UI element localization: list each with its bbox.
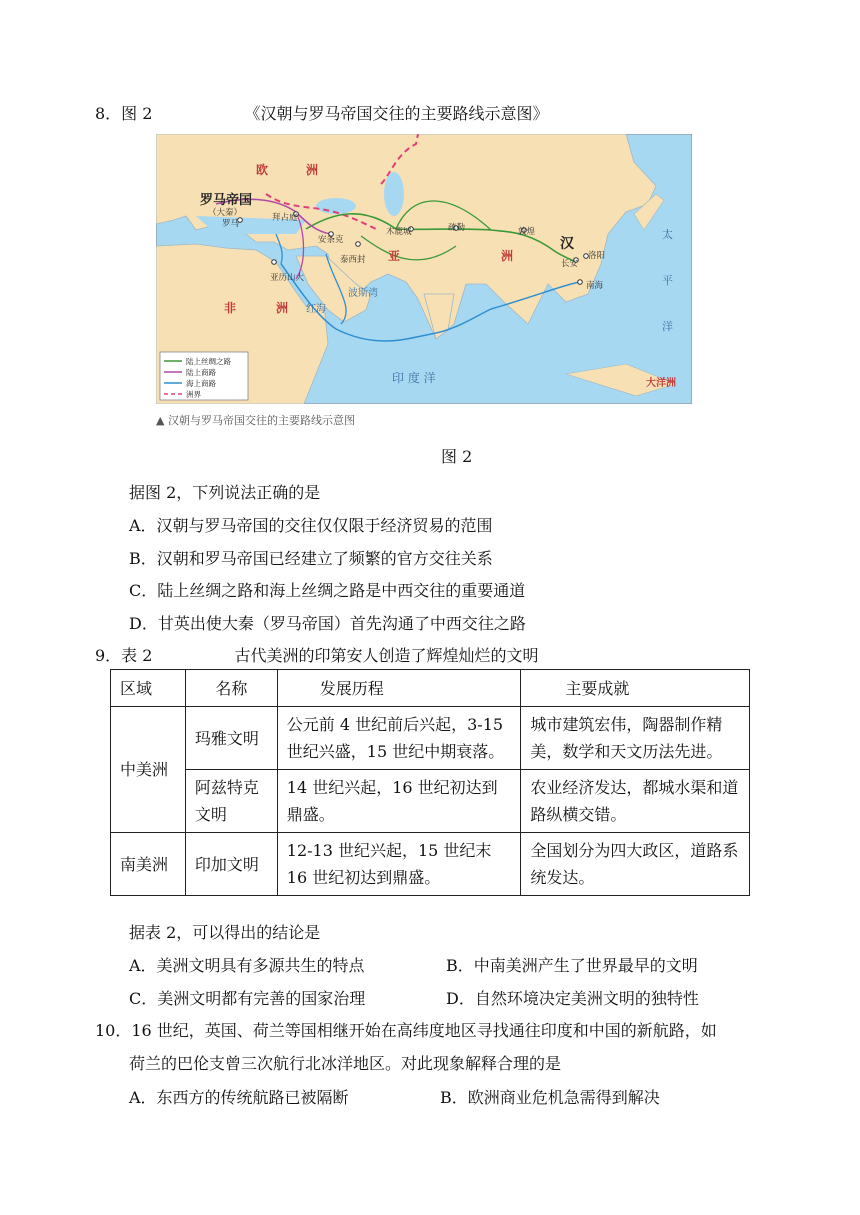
persian-gulf-label: 波斯湾 <box>348 288 378 299</box>
legend-land-silk: 陆上丝绸之路 <box>186 357 231 366</box>
header-achievement: 主要成就 <box>521 670 750 707</box>
q9-option-c: C．美洲文明都有完善的国家治理 <box>129 989 366 1008</box>
q8-option-c: C．陆上丝绸之路和海上丝绸之路是中西交往的重要通道 <box>129 581 526 600</box>
civ-achievement: 农业经济发达，都城水渠和道路纵横交错。 <box>521 770 750 833</box>
civilization-table <box>110 669 750 896</box>
region-central-america: 中美洲 <box>111 707 186 833</box>
asia-label-b: 洲 <box>501 249 514 263</box>
civ-name: 阿兹特克文明 <box>185 770 277 833</box>
europe-label-a: 欧 <box>256 163 269 177</box>
q8-option-d: D．甘英出使大秦（罗马帝国）首先沟通了中西交往之路 <box>129 614 526 633</box>
header-name: 名称 <box>185 670 277 707</box>
q8-stem: 据图 2，下列说法正确的是 <box>129 483 321 502</box>
africa-label-a: 非 <box>224 301 237 315</box>
region-south-america: 南美洲 <box>111 833 186 896</box>
civ-history: 14 世纪兴起，16 世纪初达到鼎盛。 <box>277 770 521 833</box>
civ-name: 印加文明 <box>185 833 277 896</box>
q8-number: 8．图 2 <box>95 104 153 123</box>
roma-label: 罗马 <box>222 219 240 229</box>
oceania-label: 大洋洲 <box>646 378 676 389</box>
q8-heading <box>95 103 548 125</box>
byzantium-label: 拜占庭 <box>272 213 298 223</box>
q9-number: 9．表 2 <box>95 646 153 665</box>
legend-land-trade: 陆上商路 <box>186 368 216 377</box>
africa-label-b: 洲 <box>276 301 289 315</box>
luoyang-label: 洛阳 <box>588 251 606 261</box>
civ-name: 玛雅文明 <box>185 707 277 770</box>
indian-ocean-label: 印 度 洋 <box>392 371 436 385</box>
figure-label: 图 2 <box>441 447 473 466</box>
q8-option-a: A．汉朝与罗马帝国的交往仅仅限于经济贸易的范围 <box>129 516 493 535</box>
nanhai-label: 南海 <box>586 281 604 291</box>
han-rome-route-map <box>156 134 692 404</box>
map-caption: ▲ 汉朝与罗马帝国交往的主要路线示意图 <box>156 414 355 427</box>
table-row <box>111 770 750 833</box>
ankeke-label: 安条克 <box>318 235 344 245</box>
table-row <box>111 707 750 770</box>
header-region: 区域 <box>111 670 186 707</box>
changan-label: 长安 <box>561 259 579 269</box>
civ-achievement: 全国划分为四大政区，道路系统发达。 <box>521 833 750 896</box>
han-label: 汉 <box>560 236 574 252</box>
daqin-label: （大秦） <box>208 208 243 218</box>
q9-option-b: B．中南美洲产生了世界最早的文明 <box>446 956 698 975</box>
asia-label-a: 亚 <box>388 249 401 263</box>
civ-history: 公元前 4 世纪前后兴起，3-15 世纪兴盛，15 世纪中期衰落。 <box>277 707 521 770</box>
rome-empire-label: 罗马帝国 <box>200 193 253 208</box>
pacific-label-a: 太 <box>662 228 673 241</box>
mulu-label: 木鹿城 <box>386 227 412 237</box>
table-header-row <box>111 670 750 707</box>
q8-option-b: B．汉朝和罗马帝国已经建立了频繁的官方交往关系 <box>129 549 493 568</box>
q8-map-title: 《汉朝与罗马帝国交往的主要路线示意图》 <box>244 104 549 123</box>
q9-option-a: A．美洲文明具有多源共生的特点 <box>129 956 365 975</box>
shule-label: 疏勒 <box>448 223 466 233</box>
alexandria-label: 亚历山大 <box>270 273 305 283</box>
civ-achievement: 城市建筑宏伟，陶器制作精美，数学和天文历法先进。 <box>521 707 750 770</box>
europe-label-b: 洲 <box>306 163 319 177</box>
civ-history: 12-13 世纪兴起，15 世纪末 16 世纪初达到鼎盛。 <box>277 833 521 896</box>
taixifeng-label: 泰西封 <box>340 255 366 265</box>
legend-boundary: 洲界 <box>186 390 201 399</box>
q10-stem-line2: 荷兰的巴伦支曾三次航行北冰洋地区。对此现象解释合理的是 <box>129 1054 562 1073</box>
q9-heading <box>95 645 538 667</box>
pacific-label-c: 洋 <box>662 320 673 333</box>
legend-sea-trade: 海上商路 <box>186 379 216 388</box>
map-legend <box>160 352 248 400</box>
q9-stem: 据表 2，可以得出的结论是 <box>129 923 321 942</box>
q10-option-b: B．欧洲商业危机急需得到解决 <box>440 1088 660 1107</box>
table-row <box>111 833 750 896</box>
header-history: 发展历程 <box>277 670 521 707</box>
red-sea-label: 红海 <box>306 304 326 315</box>
q10-stem-line1: 10．16 世纪，英国、荷兰等国相继开始在高纬度地区寻找通往印度和中国的新航路，如 <box>95 1021 717 1040</box>
dunhuang-label: 敦煌 <box>518 227 536 237</box>
q9-option-d: D．自然环境决定美洲文明的独特性 <box>446 989 699 1008</box>
pacific-label-b: 平 <box>662 274 673 287</box>
q10-option-a: A．东西方的传统航路已被隔断 <box>129 1088 349 1107</box>
q9-table-title: 古代美洲的印第安人创造了辉煌灿烂的文明 <box>234 646 539 665</box>
